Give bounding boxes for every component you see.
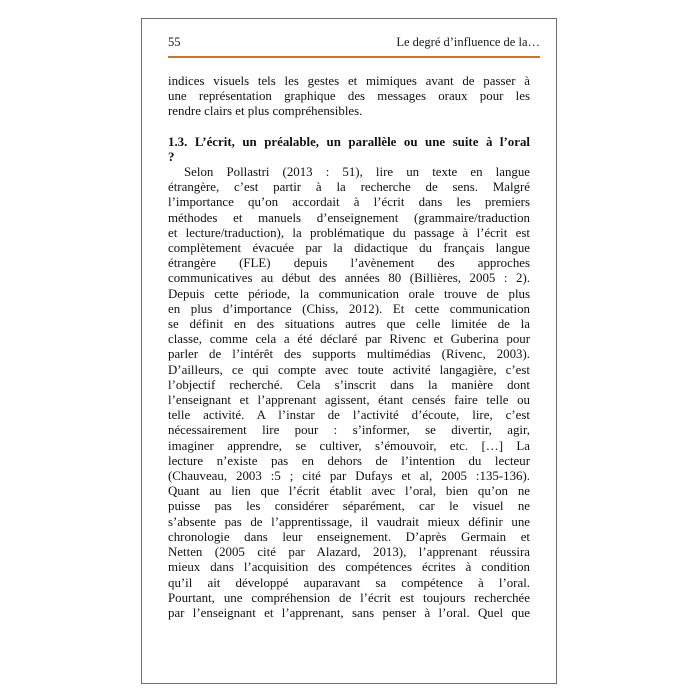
text-line: chronologie dans leur enseignement. D’après Germain et — [168, 529, 530, 544]
text-line: Netten (2005 cité par Alazard, 2013), l’apprenant réussira — [168, 545, 530, 560]
text-line: Quant au lien que l’écrit établit avec l’oral, bien qu’on ne — [168, 484, 530, 499]
text-line: puisse pas les considérer séparément, car le visuel ne — [168, 499, 530, 514]
text-line: l’importance qu’on accordait à l’écrit dans les premiers — [168, 195, 530, 210]
text-line: rendre clairs et plus compréhensibles. — [168, 104, 363, 119]
header-rule — [168, 56, 540, 58]
body-text — [168, 74, 530, 621]
text-line: s’absente pas de l’apprentissage, il vaudrait mieux définir une — [168, 514, 530, 529]
heading-line: 1.3. L’écrit, un préalable, un parallèle ou une suite à l’oral — [168, 134, 530, 149]
text-line: l’enseignant et l’apprenant agissent, étant censés faire telle ou — [168, 393, 530, 408]
text-line: communicatives au début des années 80 (Billières, 2005 : 2). — [168, 271, 530, 286]
text-line: complètement évacuée par la didactique du français langue — [168, 241, 530, 256]
text-line: imaginer apprendre, se cultiver, s’émouvoir, etc. […] La — [168, 438, 530, 453]
text-line: parler de l’intérêt des supports multimédias (Rivenc, 2003). — [168, 347, 530, 362]
text-line: en plus d’importance (Chiss, 2012). Et cette communication — [168, 301, 530, 316]
text-line: Pourtant, une compréhension de l’écrit est toujours recherchée — [168, 590, 530, 605]
text-line: D’ailleurs, ce qui compte avec toute activité langagière, c’est — [168, 362, 530, 377]
text-line: se définit en des situations autres que celle limitée de la — [168, 317, 530, 332]
text-line: mieux dans l’acquisition des compétences écrites à condition — [168, 560, 530, 575]
text-line: étrangère (FLE) depuis l’avènement des approches — [168, 256, 530, 271]
text-line: et lecture/traduction), la problématique du passage à l’écrit est — [168, 225, 530, 240]
text-line: par l’enseignant et l’apprenant, sans penser à l’oral. Quel que — [168, 605, 530, 620]
text-line: méthodes et manuels d’enseignement (grammaire/traduction — [168, 210, 530, 225]
intro-paragraph — [168, 74, 530, 120]
text-line: une représentation graphique des messages oraux pour les — [168, 89, 530, 104]
main-paragraph — [168, 165, 530, 621]
section-heading — [168, 135, 530, 165]
text-line: lecture n’existe pas en dehors de l’intention du lecteur — [168, 453, 530, 468]
book-page — [141, 18, 557, 684]
running-title: Le degré d’influence de la… — [396, 35, 540, 49]
text-line: étrangère, c’est partir à la recherche de sens. Malgré — [168, 180, 530, 195]
text-line: qu’il ait développé auparavant sa compétence à l’oral. — [168, 575, 530, 590]
text-line: (Chauveau, 2003 :5 ; cité par Dufays et al, 2005 :135-136). — [168, 469, 530, 484]
text-line: classe, comme cela a été déclaré par Rivenc et Guberina pour — [168, 332, 530, 347]
text-line: Depuis cette période, la communication orale trouve de plus — [168, 286, 530, 301]
paragraph-gap — [168, 120, 530, 135]
running-header — [168, 33, 540, 55]
page-number: 55 — [168, 35, 181, 49]
heading-line: ? — [168, 149, 175, 164]
text-line: l’objectif recherché. Cela s’inscrit dans la manière dont — [168, 377, 530, 392]
text-line: indices visuels tels les gestes et mimiques avant de passer à — [168, 74, 530, 88]
text-line: nécessairement lire pour : s’informer, se divertir, agir, — [168, 423, 530, 438]
text-line: telle activité. A l’instar de l’activité d’écoute, lire, c’est — [168, 408, 530, 423]
text-line: Selon Pollastri (2013 : 51), lire un texte en langue — [184, 165, 530, 180]
